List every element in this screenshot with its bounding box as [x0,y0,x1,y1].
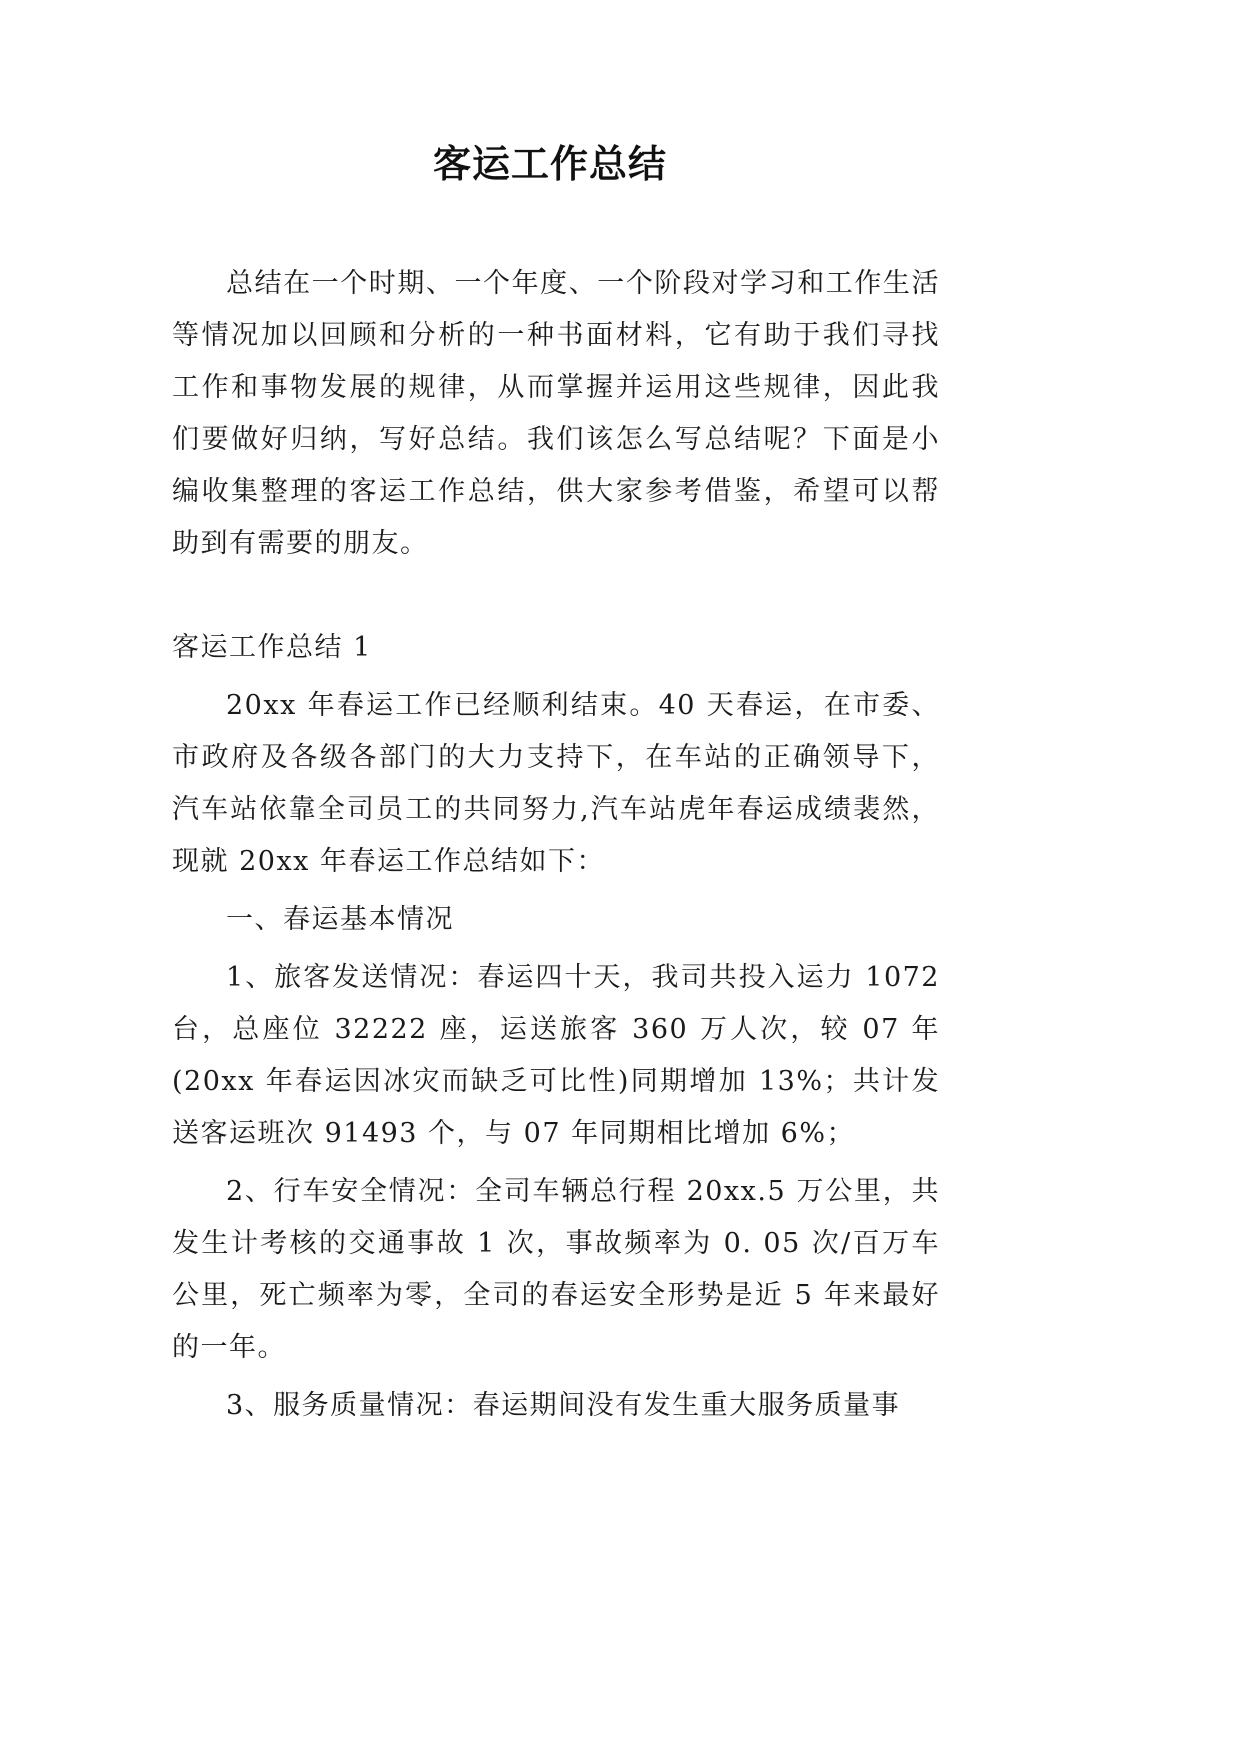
paragraph-4: 3、服务质量情况：春运期间没有发生重大服务质量事 [226,1390,901,1421]
section-title: 客运工作总结 1 [172,632,372,663]
paragraph-1: 20xx 年春运工作已经顺利结束。40 天春运，在市委、市政府及各级各部门的大力支持下，在车站的正确领导下，汽车站依靠全司员工的共同努力,汽车站虎年春运成绩裴然，现就 20xx 年春运工作总结如下： [172,690,940,877]
intro-paragraph: 总结在一个时期、一个年度、一个阶段对学习和工作生活等情况加以回顾和分析的一种书面材料，它有助于我们寻找工作和事物发展的规律，从而掌握并运用这些规律，因此我们要做好归纳，写好总结。我们该怎么写总结呢？下面是小编收集整理的客运工作总结，供大家参考借鉴，希望可以帮助到有需要的朋友。 [172,268,940,559]
paragraph-3: 2、行车安全情况：全司车辆总行程 20xx.5 万公里，共发生计考核的交通事故 1 次，事故频率为 0. 05 次/百万车公里，死亡频率为零，全司的春运安全形势是近 5 年来最好的一年。 [172,1176,940,1363]
intro-block [172,258,940,570]
section-block [172,622,940,1438]
document-title: 客运工作总结 [432,141,667,186]
paragraph-2: 1、旅客发送情况：春运四十天，我司共投入运力 1072 台，总座位 32222 座，运送旅客 360 万人次，较 07 年(20xx 年春运因冰灾而缺乏可比性)同期增加 13%；共计发送客运班次 91493 个，与 07 年同期相比增加 6%； [172,962,940,1149]
paragraph-heading-1: 一、春运基本情况 [226,904,454,935]
